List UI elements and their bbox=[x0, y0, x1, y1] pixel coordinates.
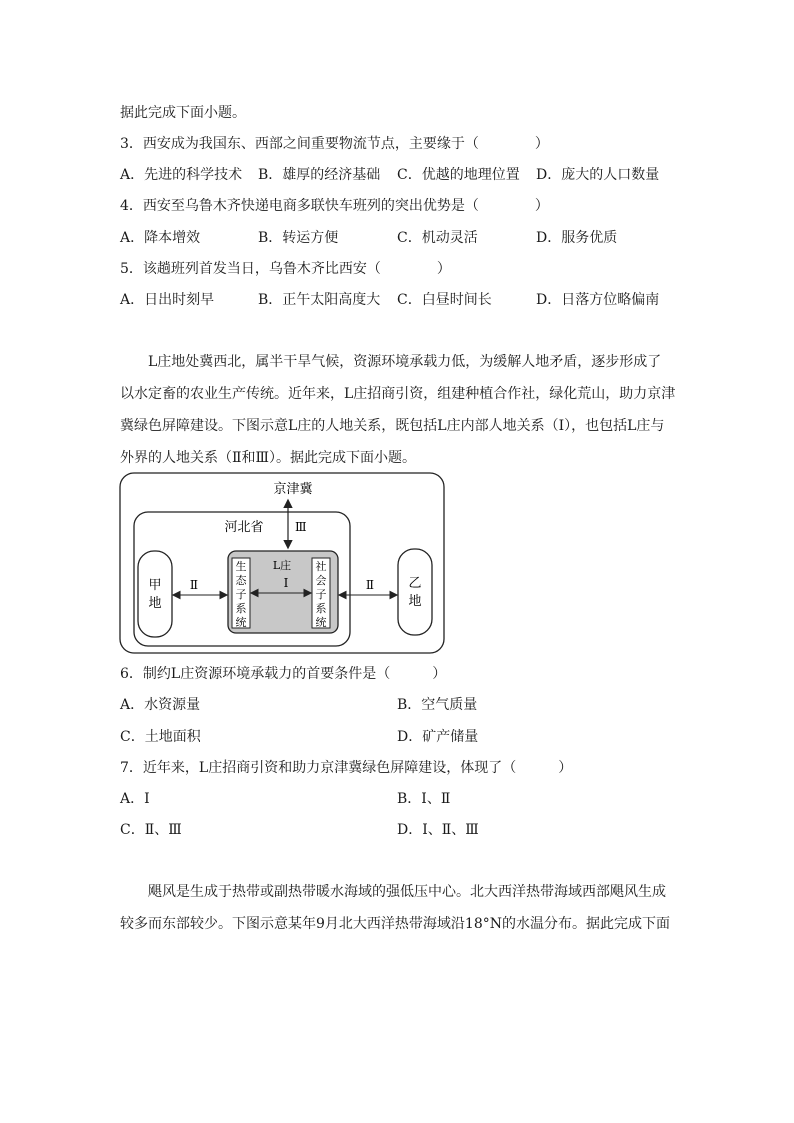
passage-line: 外界的人地关系（Ⅱ和Ⅲ）。据此完成下面小题。 bbox=[120, 450, 417, 466]
eco-char: 子 bbox=[235, 588, 247, 601]
place-yi-box bbox=[398, 549, 432, 635]
q4-option-c: C．机动灵活 bbox=[397, 230, 478, 246]
place-yi-char: 乙 bbox=[408, 576, 422, 591]
passage-line: 以水定畜的农业生产传统。近年来，L庄招商引资，组建种植合作社，绿化荒山，助力京津 bbox=[120, 386, 676, 402]
social-char: 社 bbox=[315, 560, 327, 573]
eco-char: 系 bbox=[235, 602, 247, 615]
passage-line: 较多而东部较少。下图示意某年9月北大西洋热带海域沿18°N的水温分布。据此完成下面 bbox=[120, 916, 670, 932]
place-jia-char: 地 bbox=[148, 596, 162, 611]
passage-line: L庄地处冀西北，属半干旱气候，资源环境承载力低，为缓解人地矛盾，逐步形成了 bbox=[148, 354, 662, 370]
q5-option-d: D．日落方位略偏南 bbox=[536, 292, 660, 308]
eco-char: 态 bbox=[235, 574, 247, 587]
relation-1-label: Ⅰ bbox=[283, 576, 289, 590]
relation-2-right-label: Ⅱ bbox=[365, 578, 375, 592]
q3-option-d: D．庞大的人口数量 bbox=[536, 167, 660, 183]
relation-2-left-label: Ⅱ bbox=[189, 578, 199, 592]
passage-l-village bbox=[120, 346, 676, 474]
place-jia-box bbox=[138, 551, 172, 637]
q7-option-a: A．Ⅰ bbox=[120, 791, 150, 807]
q4-option-d: D．服务优质 bbox=[536, 230, 618, 246]
q4-option-a: A．降本增效 bbox=[120, 230, 201, 246]
q6-option-d: D．矿产储量 bbox=[397, 729, 479, 745]
q4-option-b: B．转运方便 bbox=[258, 230, 339, 246]
passage-line: 冀绿色屏障建设。下图示意L庄的人地关系，既包括L庄内部人地关系（Ⅰ），也包括L庄与 bbox=[120, 418, 665, 434]
social-char: 统 bbox=[315, 616, 327, 629]
social-char: 子 bbox=[315, 588, 327, 601]
passage-line: 飓风是生成于热带或副热带暖水海域的强低压中心。北大西洋热带海域西部飓风生成 bbox=[148, 884, 666, 900]
l-village-label: L庄 bbox=[272, 559, 292, 572]
question-5-stem: 5．该趟班列首发当日，乌鲁木齐比西安（ ） bbox=[120, 261, 451, 277]
eco-char: 统 bbox=[235, 616, 247, 629]
q3-option-b: B．雄厚的经济基础 bbox=[258, 167, 381, 183]
jingjinji-label: 京津冀 bbox=[273, 482, 313, 497]
q5-option-c: C．白昼时间长 bbox=[397, 292, 492, 308]
question-3-stem: 3．西安成为我国东、西部之间重要物流节点，主要缘于（ ） bbox=[120, 136, 549, 152]
question-6-stem: 6．制约L庄资源环境承载力的首要条件是（ ） bbox=[120, 666, 447, 682]
question-7-stem: 7．近年来，L庄招商引资和助力京津冀绿色屏障建设，体现了（ ） bbox=[120, 760, 573, 776]
hebei-label: 河北省 bbox=[224, 520, 264, 535]
social-char: 系 bbox=[315, 602, 327, 615]
human-land-relationship-diagram bbox=[118, 471, 448, 657]
q6-option-c: C．土地面积 bbox=[120, 729, 201, 745]
q5-option-b: B．正午太阳高度大 bbox=[258, 292, 381, 308]
q5-option-a: A．日出时刻早 bbox=[120, 292, 215, 308]
place-yi-char: 地 bbox=[408, 594, 422, 609]
q7-option-d: D．Ⅰ、Ⅱ、Ⅲ bbox=[397, 822, 479, 838]
intro-text: 据此完成下面小题。 bbox=[120, 105, 246, 121]
q7-option-c: C．Ⅱ、Ⅲ bbox=[120, 822, 182, 838]
eco-char: 生 bbox=[235, 560, 247, 573]
q7-option-b: B．Ⅰ、Ⅱ bbox=[397, 791, 451, 807]
q3-option-a: A．先进的科学技术 bbox=[120, 167, 243, 183]
q6-option-a: A．水资源量 bbox=[120, 697, 201, 713]
place-jia-char: 甲 bbox=[148, 578, 162, 593]
social-char: 会 bbox=[315, 574, 327, 587]
relation-3-label: Ⅲ bbox=[295, 520, 307, 534]
passage-hurricane bbox=[120, 876, 676, 940]
q3-option-c: C．优越的地理位置 bbox=[397, 167, 520, 183]
q6-option-b: B．空气质量 bbox=[397, 697, 478, 713]
question-4-stem: 4．西安至乌鲁木齐快递电商多联快车班列的突出优势是（ ） bbox=[120, 198, 549, 214]
